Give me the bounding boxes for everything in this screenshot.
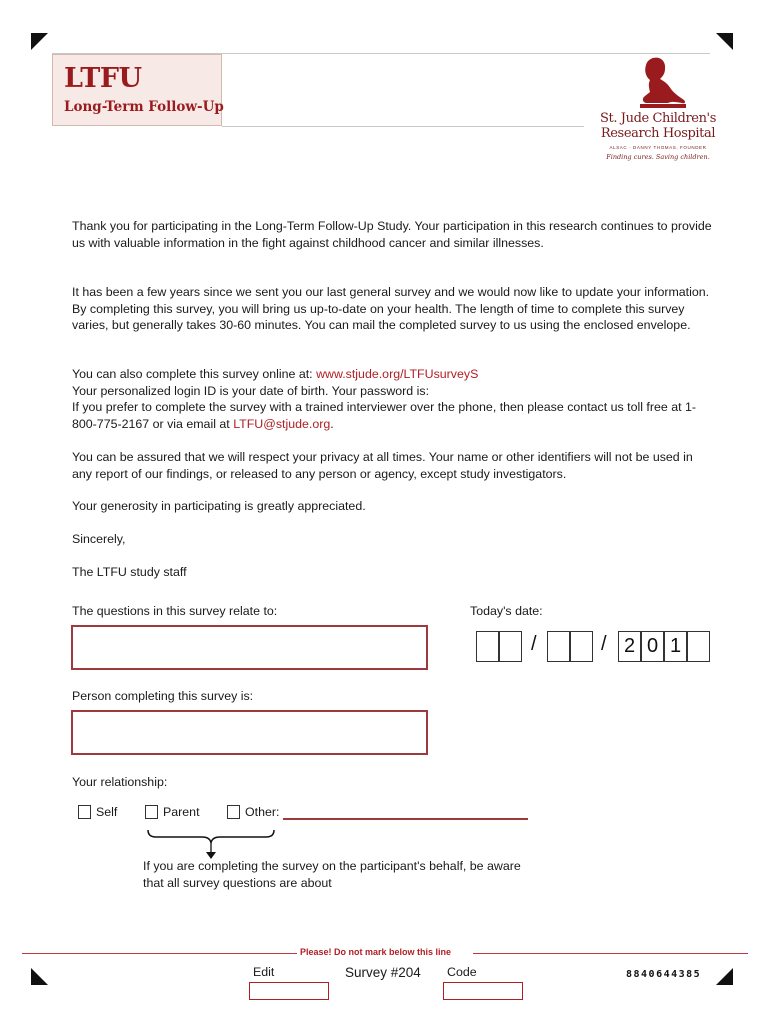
relationship-label: Your relationship: bbox=[72, 775, 168, 789]
date-day-digit-1[interactable] bbox=[547, 631, 570, 662]
footer-rule-right bbox=[473, 953, 748, 954]
date-separator: / bbox=[601, 633, 607, 655]
st-jude-logo-icon bbox=[628, 56, 688, 110]
footer-rule-left bbox=[22, 953, 297, 954]
date-day-digit-2[interactable] bbox=[570, 631, 593, 662]
header-bottom-rule bbox=[222, 126, 584, 127]
date-month-digit-2[interactable] bbox=[499, 631, 522, 662]
self-option-label: Self bbox=[96, 805, 118, 819]
code-label: Code bbox=[447, 965, 477, 979]
parent-checkbox[interactable] bbox=[145, 805, 158, 819]
email-link[interactable]: LTFU@stjude.org bbox=[233, 416, 331, 431]
letter-paragraph-generosity: Your generosity in participating is greatly appreciated. bbox=[72, 499, 366, 513]
date-year-digit-2: 0 bbox=[641, 631, 664, 662]
date-separator: / bbox=[531, 633, 537, 655]
letter-signature: The LTFU study staff bbox=[72, 565, 187, 579]
date-month-digit-1[interactable] bbox=[476, 631, 499, 662]
survey-number: Survey #204 bbox=[345, 965, 421, 980]
parent-option-label: Parent bbox=[163, 805, 200, 819]
edit-label: Edit bbox=[253, 965, 275, 979]
date-year-digit-1: 2 bbox=[618, 631, 641, 662]
ltfu-title-block bbox=[52, 54, 222, 126]
organization-founder-line: ALSAC · DANNY THOMAS, FOUNDER bbox=[609, 145, 707, 150]
letter-closing: Sincerely, bbox=[72, 532, 126, 546]
organization-name: St. Jude Children's Research Hospital bbox=[599, 111, 716, 141]
code-box bbox=[443, 982, 523, 1000]
letter-paragraph-update: It has been a few years since we sent you our last general survey and we would now like to update your information. By completing this survey, you will bring us up-to-date on your health. The length of time to complete this survey varies, but generally takes 30-60 minutes. You can mail the completed survey to us using the enclosed envelope. bbox=[72, 285, 710, 332]
survey-url-link[interactable]: www.stjude.org/LTFUsurveyS bbox=[316, 367, 479, 381]
date-year-digit-3: 1 bbox=[664, 631, 687, 662]
registration-mark-bottom-left bbox=[31, 968, 48, 985]
other-checkbox[interactable] bbox=[227, 805, 240, 819]
self-checkbox[interactable] bbox=[78, 805, 91, 819]
other-option-label: Other: bbox=[245, 805, 280, 819]
organization-tagline: Finding cures. Saving children. bbox=[606, 153, 710, 161]
other-relationship-input[interactable] bbox=[283, 818, 528, 820]
ltfu-subtitle: Long-Term Follow-Up bbox=[64, 99, 224, 115]
edit-box bbox=[249, 982, 329, 1000]
do-not-mark-warning: Please! Do not mark below this line bbox=[300, 947, 452, 957]
survey-relates-input[interactable] bbox=[71, 625, 428, 670]
letter-paragraph-privacy: You can be assured that we will respect your privacy at all times. Your name or other identifiers will not be used in any report of our findings, or released to any person or agency, except study investigators. bbox=[72, 450, 693, 481]
ltfu-acronym: LTFU bbox=[64, 63, 142, 94]
survey-relates-label: The questions in this survey relate to: bbox=[72, 604, 278, 618]
person-completing-label: Person completing this survey is: bbox=[72, 689, 254, 703]
proxy-note: If you are completing the survey on the participant's behalf, be aware that all survey questions are about bbox=[143, 859, 521, 890]
letter-paragraph-online: You can also complete this survey online at: www.stjude.org/LTFUsurveyS Your personalized login ID is your date of birth. Your password is: If you prefer to complete the survey with a trained interviewer over the phone, then please contact us toll free at 1-800-775-2167 or via email at LTFU@stjude.org. bbox=[72, 366, 712, 432]
todays-date-label: Today's date: bbox=[470, 604, 543, 618]
registration-mark-top-right bbox=[716, 33, 733, 50]
login-info: Your personalized login ID is your date of birth. Your password is: bbox=[72, 383, 430, 398]
date-year-digit-4[interactable] bbox=[687, 631, 710, 662]
bracket-arrow-icon bbox=[144, 828, 284, 860]
barcode-number: 8840644385 bbox=[626, 969, 702, 980]
registration-mark-bottom-right bbox=[716, 968, 733, 985]
letter-paragraph-thanks: Thank you for participating in the Long-Term Follow-Up Study. Your participation in this research continues to provide us with valuable information in the fight against childhood cancer and similar illnesses. bbox=[72, 219, 712, 250]
registration-mark-top-left bbox=[31, 33, 48, 50]
person-completing-input[interactable] bbox=[71, 710, 428, 755]
